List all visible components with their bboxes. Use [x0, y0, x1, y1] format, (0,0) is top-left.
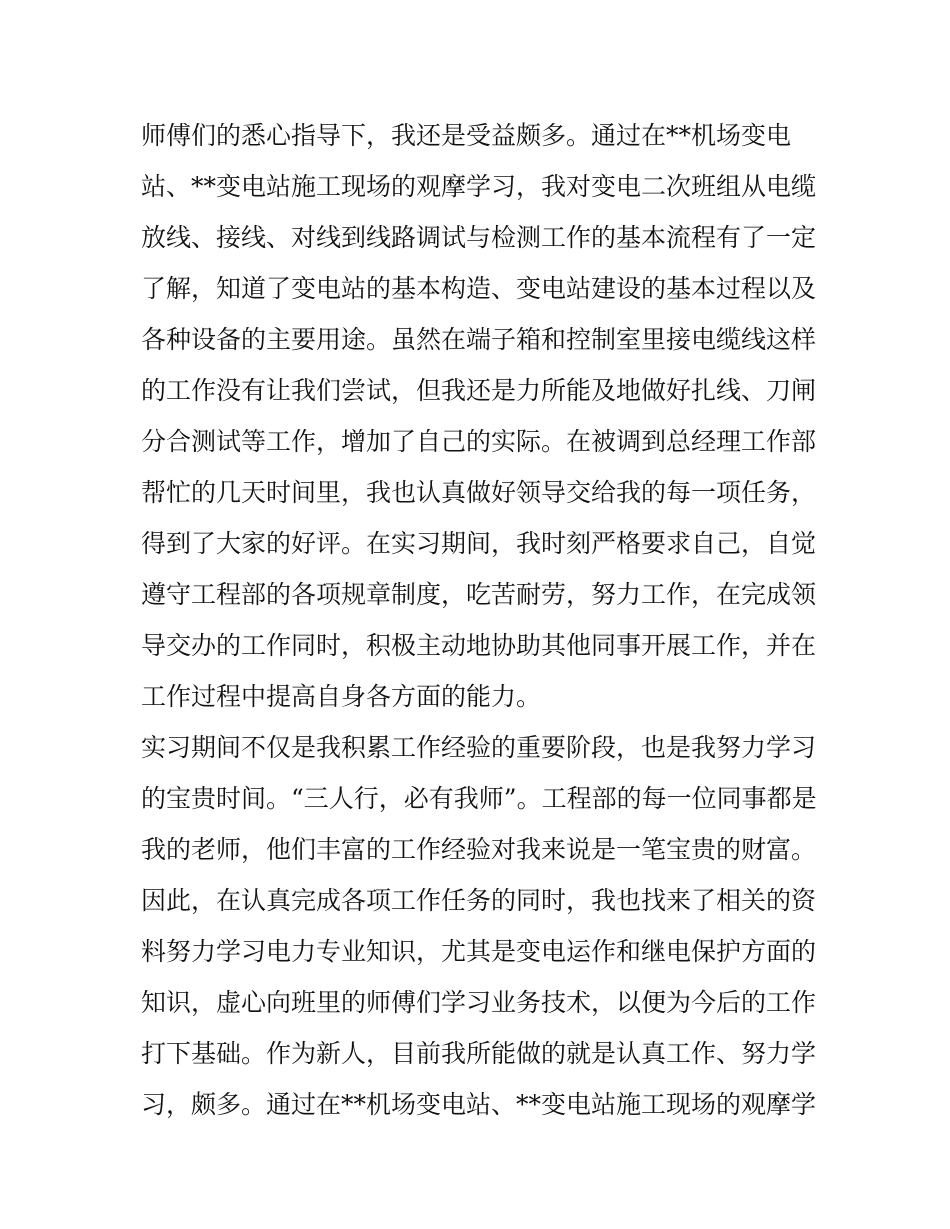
text-line: 站、**变电站施工现场的观摩学习，我对变电二次班组从电缆 [141, 172, 817, 201]
text-line: 放线、接线、对线到线路调试与检测工作的基本流程有了一定 [141, 223, 817, 252]
text-line: 打下基础。作为新人，目前我所能做的就是认真工作、努力学 [141, 1039, 817, 1068]
text-line: 知识，虚心向班里的师傅们学习业务技术，以便为今后的工作 [141, 988, 817, 1017]
text-line: 的宝贵时间。“三人行，必有我师”。工程部的每一位同事都是 [141, 784, 817, 813]
text-line: 料努力学习电力专业知识，尤其是变电运作和继电保护方面的 [141, 937, 817, 966]
text-line: 得到了大家的好评。在实习期间，我时刻严格要求自己，自觉 [141, 529, 817, 558]
body-text [141, 110, 821, 1130]
text-line: 因此，在认真完成各项工作任务的同时，我也找来了相关的资 [141, 886, 817, 915]
text-line: 工作过程中提高自身各方面的能力。 [141, 682, 542, 711]
text-line: 我的老师，他们丰富的工作经验对我来说是一笔宝贵的财富。 [141, 835, 817, 864]
text-line: 习，颇多。通过在**机场变电站、**变电站施工现场的观摩学 [141, 1090, 817, 1119]
text-line: 导交办的工作同时，积极主动地协助其他同事开展工作，并在 [141, 631, 817, 660]
text-line: 实习期间不仅是我积累工作经验的重要阶段，也是我努力学习 [141, 733, 817, 762]
text-line: 了解，知道了变电站的基本构造、变电站建设的基本过程以及 [141, 274, 817, 303]
text-line: 分合测试等工作，增加了自己的实际。在被调到总经理工作部 [141, 427, 817, 456]
text-line: 各种设备的主要用途。虽然在端子箱和控制室里接电缆线这样 [141, 325, 817, 354]
text-line: 的工作没有让我们尝试，但我还是力所能及地做好扎线、刀闸 [141, 376, 817, 405]
text-line: 帮忙的几天时间里，我也认真做好领导交给我的每一项任务， [141, 478, 817, 507]
text-line: 师傅们的悉心指导下，我还是受益颇多。通过在**机场变电 [141, 121, 792, 150]
text-line: 遵守工程部的各项规章制度，吃苦耐劳，努力工作，在完成领 [141, 580, 817, 609]
